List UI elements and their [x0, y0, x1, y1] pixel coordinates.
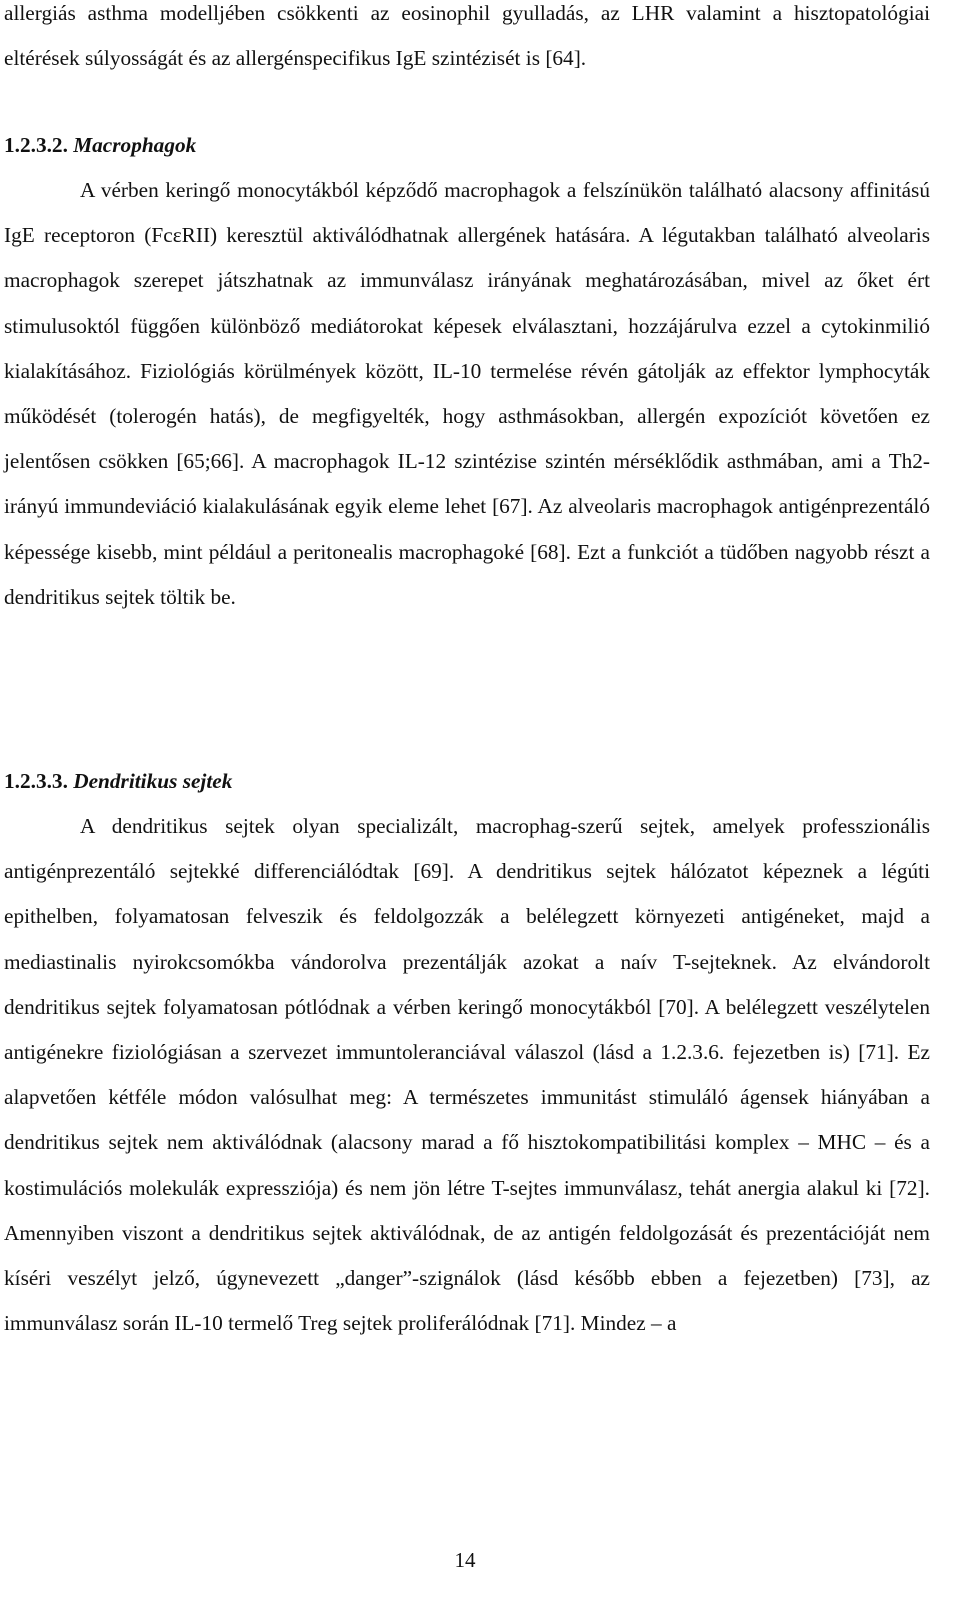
section-title: Macrophagok — [73, 133, 197, 157]
section-number: 1.2.3.2. — [4, 133, 68, 157]
page-number: 14 — [454, 1548, 476, 1572]
section-title: Dendritikus sejtek — [73, 769, 233, 793]
section-number: 1.2.3.3. — [4, 769, 68, 793]
macrophages-paragraph: A vérben keringő monocytákból képződő macrophagok a felszínükön található alacsony affinitású IgE receptoron (FcεRII) keresztül aktiválódhatnak allergének hatására. A légutakban található alveolaris macrophagok szerepet játszhatnak az immunválasz irányának meghatározásában, mivel az őket ért stimulusoktól függően különböző mediátorokat képesek elválasztani, hozzájárulva ezzel a cytokinmilió kialakításához. Fiziológiás körülmények között, IL-10 termelése révén gátolják az effektor lymphocyták működését (tolerogén hatás), de megfigyelték, hogy asthmásokban, allergén expozíciót követően ez jelentősen csökken [65;66]. A macrophagok IL-12 szintézise szintén mérséklődik asthmában, ami a Th2-irányú immundeviáció kialakulásának egyik eleme lehet [67]. Az alveolaris macrophagok antigénprezentáló képessége kisebb, mint például a peritonealis macrophagoké [68]. Ezt a funkciót a tüdőben nagyobb részt a dendritikus sejtek töltik be. — [4, 178, 930, 609]
section-heading-dendritic — [4, 759, 232, 804]
intro-paragraph: allergiás asthma modelljében csökkenti az eosinophil gyulladás, az LHR valamint a hisztopatológiai eltérések súlyosságát és az allergénspecifikus IgE szintézisét is [64]. — [4, 1, 930, 71]
dendritic-paragraph: A dendritikus sejtek olyan specializált, macrophag-szerű sejtek, amelyek professzionális antigénprezentáló sejtekké differenciálódtak [69]. A dendritikus sejtek hálózatot képeznek a légúti epithelben, folyamatosan felveszik és feldolgozzák a belélegzett környezeti antigéneket, majd a mediastinalis nyirokcsomókba vándorolva prezentálják azokat a naív T-sejteknek. Az elvándorolt dendritikus sejtek folyamatosan pótlódnak a vérben keringő monocytákból [70]. A belélegzett veszélytelen antigénekre fiziológiásan a szervezet immuntoleranciával válaszol (lásd a 1.2.3.6. fejezetben is) [71]. Ez alapvetően kétféle módon valósulhat meg: A természetes immunitást stimuláló ágensek hiányában a dendritikus sejtek nem aktiválódnak (alacsony marad a fő hisztokompatibilitási komplex – MHC – és a kostimulációs molekulák expressziója) és nem jön létre T-sejtes immunválasz, tehát anergia alakul ki [72]. Amennyiben viszont a dendritikus sejtek aktiválódnak, de az antigén feldolgozását és prezentációját nem kíséri veszélyt jelző, úgynevezett „danger”-szignálok (lásd később ebben a fejezetben) [73], az immunválasz során IL-10 termelő Treg sejtek proliferálódnak [71]. Mindez – a — [4, 814, 930, 1336]
section-heading-macrophages — [4, 123, 196, 168]
